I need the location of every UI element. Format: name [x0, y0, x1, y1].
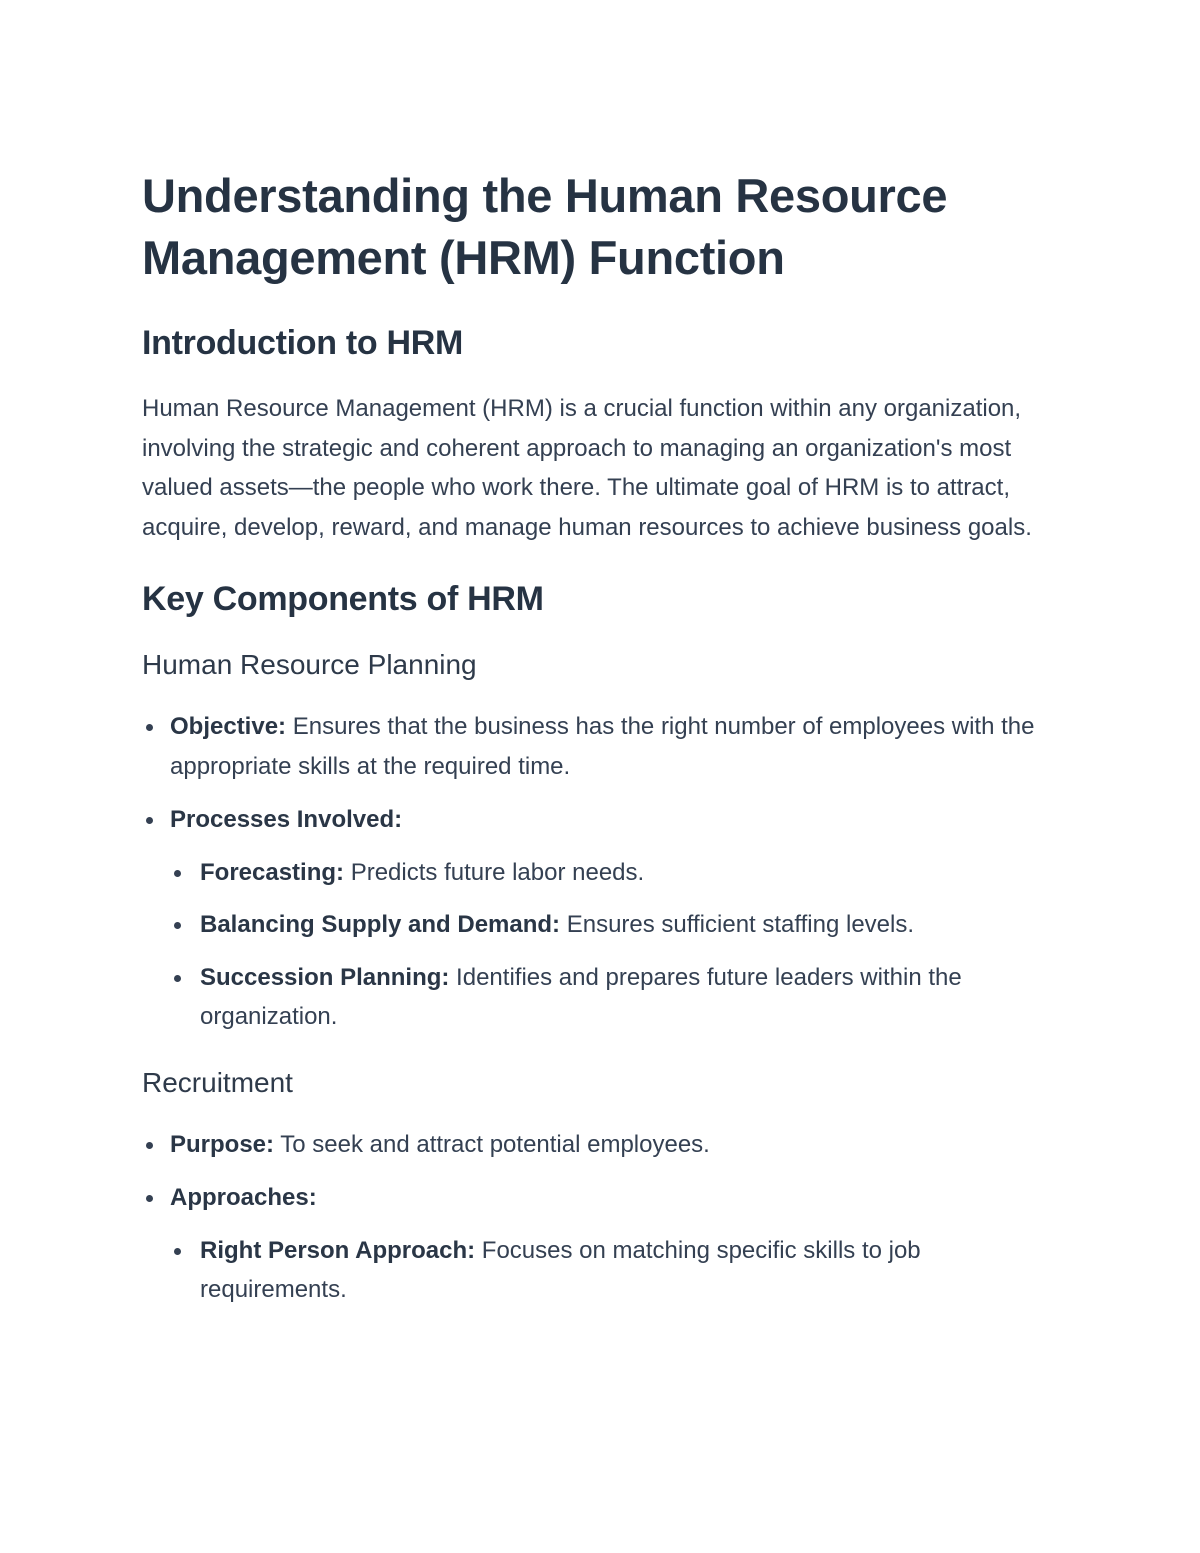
processes-sublist [170, 853, 1040, 1037]
bullet-icon [146, 1142, 153, 1149]
approaches-term: Approaches: [170, 1184, 317, 1211]
bullet-icon [174, 975, 181, 982]
purpose-term: Purpose: [170, 1130, 275, 1158]
recruitment-list [142, 1125, 1040, 1310]
approaches-sublist [170, 1231, 1040, 1310]
key-components-heading: Key Components of HRM [142, 580, 544, 618]
succession-text: Identifies and prepares future leaders within the organization. [200, 963, 962, 1030]
list-item-right-person [200, 1231, 1040, 1310]
bullet-icon [146, 817, 153, 824]
list-item-forecasting [200, 853, 1040, 893]
purpose-text: To seek and attract potential employees. [274, 1130, 710, 1158]
list-item-objective [170, 707, 1040, 786]
balancing-text: Ensures sufficient staffing levels. [560, 911, 915, 938]
balancing-term: Balancing Supply and Demand: [200, 911, 561, 938]
bullet-icon [146, 724, 153, 731]
forecasting-text: Predicts future labor needs. [344, 858, 645, 886]
right-person-text: Focuses on matching specific skills to job requirements. [200, 1236, 921, 1303]
bullet-icon [146, 1195, 153, 1202]
forecasting-term: Forecasting: [200, 858, 345, 886]
intro-paragraph: Human Resource Management (HRM) is a crucial function within any organization, involving the strategic and coherent approach to managing an organization's most valued assets—the people who work there. The ultimate goal of HRM is to attract, acquire, develop, reward, and manage human resources to achieve business goals. [142, 395, 1032, 541]
list-item-succession [200, 958, 1040, 1037]
list-item-approaches [170, 1178, 1040, 1310]
intro-heading: Introduction to HRM [142, 324, 464, 362]
objective-term: Objective: [170, 713, 287, 740]
list-item-purpose [170, 1125, 1040, 1165]
right-person-term: Right Person Approach: [200, 1236, 476, 1264]
hr-planning-list [142, 707, 1040, 1037]
list-item-processes [170, 800, 1040, 1037]
bullet-icon [174, 1248, 181, 1255]
bullet-icon [174, 922, 181, 929]
bullet-icon [174, 870, 181, 877]
succession-term: Succession Planning: [200, 963, 450, 991]
list-item-balancing [200, 905, 1040, 945]
processes-term: Processes Involved: [170, 806, 403, 833]
objective-text: Ensures that the business has the right number of employees with the appropriate skills at the required time. [170, 713, 1035, 780]
document-title: Understanding the Human Resource Management (HRM) Function [142, 169, 948, 284]
recruitment-heading: Recruitment [142, 1066, 293, 1098]
hr-planning-heading: Human Resource Planning [142, 649, 477, 680]
